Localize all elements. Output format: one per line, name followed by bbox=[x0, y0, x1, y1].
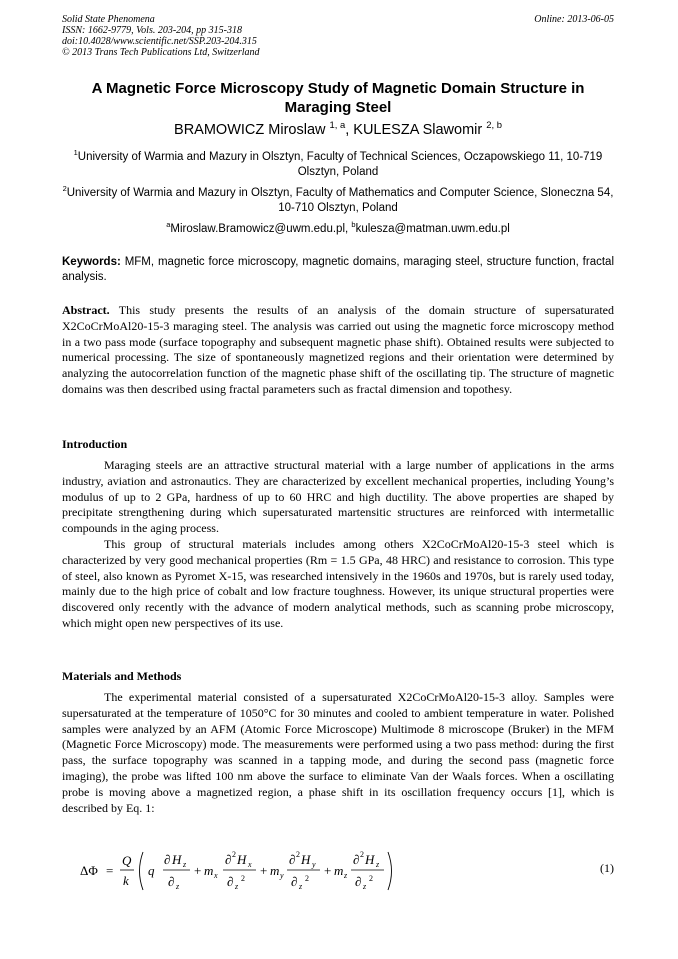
eq-x-sub: x bbox=[214, 871, 218, 880]
abstract-text: This study presents the results of an analysis of the domain structure of supersaturated X2CoCrMoAl20-15-3 maraging steel. The analysis was carried out using the magnetic force microscopy method in a two pass mode (surface topography and subsequent magnetic phase shift). Obtained results were subjected to numerical processing. The size of spontaneously magnetized regions and their orientation were determined by analyzing the autocorrelation function of the magnetic phase shift of the oscillating tip. The structure of magnetic domains was then described using fractal parameters such as fractal dimension and topothesy. bbox=[62, 303, 614, 396]
eq-d4: ∂ bbox=[227, 874, 234, 889]
methods-body bbox=[62, 690, 614, 816]
eq-plus1: + bbox=[194, 863, 202, 878]
author-2: KULESZA Slawomir bbox=[353, 122, 483, 138]
eq-d7: ∂ bbox=[353, 852, 360, 867]
eq-sq6: 2 bbox=[369, 874, 373, 883]
eq-sq1: 2 bbox=[232, 850, 236, 859]
eq-z6: z bbox=[363, 882, 367, 891]
author-2-sup: 2, b bbox=[486, 119, 502, 131]
eq-equals: = bbox=[106, 863, 114, 878]
eq-z1: z bbox=[183, 860, 187, 869]
eq-d8: ∂ bbox=[355, 874, 362, 889]
eq-my: m bbox=[270, 863, 280, 878]
emails bbox=[62, 222, 614, 237]
intro-paragraph-2: This group of structural materials includes among others X2CoCrMoAl20-15-3 steel which is characterized by very good mechanical properties (Rm = 1.5 GPa, 48 HRC) and resistance to corrosion. This type of steel, also known as Pyromet X-15, was researched intensively in the 1960s and 1970s, but is rarely used today, mainly due to the high price of cobalt and low fracture toughness. However, its unique structural properties were discovered only recently with the advance of modern analytical methods, such as scanning probe microscopy, which might open new perspectives of its use. bbox=[62, 536, 614, 630]
equation-number: (1) bbox=[600, 861, 614, 875]
eq-d3: ∂ bbox=[225, 852, 232, 867]
eq-plus2: + bbox=[260, 863, 268, 878]
author-1-sup: 1, a bbox=[329, 119, 346, 131]
eq-z5: z bbox=[376, 860, 380, 869]
email-a[interactable]: Miroslaw.Bramowicz@uwm.edu.pl, bbox=[170, 223, 349, 235]
aff2-text: University of Warmia and Mazury in Olsztyn, Faculty of Mathematics and Computer Science, Sloneczna 54, 10-710 Olsztyn, Poland bbox=[66, 187, 614, 214]
online-date: Online: 2013-06-05 bbox=[534, 14, 614, 25]
eq-z2: z bbox=[176, 882, 180, 891]
email-b[interactable]: kulesza@matman.uwm.edu.pl bbox=[355, 223, 510, 235]
copyright: © 2013 Trans Tech Publications Ltd, Switzerland bbox=[62, 47, 260, 58]
journal-header bbox=[62, 14, 260, 58]
email-b-sup: b bbox=[351, 220, 356, 230]
eq-k: k bbox=[123, 873, 129, 888]
email-a-sup: a bbox=[166, 220, 171, 230]
abstract-label: Abstract. bbox=[62, 303, 110, 317]
eq-z4: z bbox=[299, 882, 303, 891]
eq-d2: ∂ bbox=[168, 874, 175, 889]
issn: ISSN: 1662-9779, Vols. 203-204, pp 315-318 bbox=[62, 25, 242, 36]
methods-paragraph-1: The experimental material consisted of a supersaturated X2CoCrMoAl20-15-3 alloy. Samples were supersaturated at the temperature of 1050°C for 30 minutes and cooled to ambient temperature in water. Polished samples were analyzed by an AFM (Atomic Force Microscope) Multimode 8 microscope (Bruker) in the MFM (Magnetic Force Microscopy) mode. The measurements were performed using a two pass method: during the first pass, the surface topography was scanned in a tapping mode, and during the second pass (magnetic force imaging), the probe was lifted 100 nm above the surface to eliminate Van der Waals forces. When a oscillating probe is moving above a magnetized region, a phase shift in its oscillation frequency occurs [1], which is described by Eq. 1: bbox=[62, 690, 614, 815]
keywords-label: Keywords: bbox=[62, 256, 121, 268]
keywords bbox=[62, 255, 614, 285]
paper-title: A Magnetic Force Microscopy Study of Magnetic Domain Structure in Maraging Steel bbox=[91, 80, 585, 116]
aff2-sup: 2 bbox=[62, 184, 67, 194]
equation-1 bbox=[80, 848, 616, 894]
affiliation-2 bbox=[62, 186, 614, 216]
doi: doi:10.4028/www.scientific.net/SSP.203-204.315 bbox=[62, 36, 257, 47]
introduction-body bbox=[62, 458, 614, 632]
eq-H4: H bbox=[365, 852, 375, 867]
eq-lhs: ΔΦ bbox=[80, 863, 98, 878]
eq-sq2: 2 bbox=[241, 874, 245, 883]
eq-H2: H bbox=[237, 852, 247, 867]
eq-mx: m bbox=[204, 863, 214, 878]
methods-heading: Materials and Methods bbox=[62, 669, 182, 683]
introduction-heading: Introduction bbox=[62, 437, 128, 451]
eq-d6: ∂ bbox=[291, 874, 298, 889]
affiliation-1 bbox=[62, 150, 614, 180]
eq-y-sub: y bbox=[280, 871, 284, 880]
intro-paragraph-1: Maraging steels are an attractive structural material with a large number of applications in the arms industry, aviation and astronautics. They are characterized by excellent mechanical properties, including Young’s modulus of up to 2 GPa, hardness of up to 60 HRC and high ductility. The above properties are shaped by precipitate strengthening during which supersaturated martensitic structures are reinforced with intermetallic compounds in the aging process. bbox=[62, 458, 614, 536]
author-1: BRAMOWICZ Miroslaw bbox=[174, 122, 326, 138]
eq-z-sub: z bbox=[344, 871, 348, 880]
eq-Q: Q bbox=[122, 853, 132, 868]
eq-y2: y bbox=[312, 860, 316, 869]
eq-d5: ∂ bbox=[289, 852, 296, 867]
eq-mz: m bbox=[334, 863, 344, 878]
abstract bbox=[62, 303, 614, 398]
journal-name: Solid State Phenomena bbox=[62, 14, 155, 25]
eq-sq3: 2 bbox=[296, 850, 300, 859]
eq-x2: x bbox=[248, 860, 252, 869]
keywords-text: MFM, magnetic force microscopy, magnetic domains, maraging steel, structure function, fractal analysis. bbox=[62, 256, 614, 283]
eq-q: q bbox=[148, 863, 155, 878]
author-separator: , bbox=[345, 122, 354, 138]
eq-z3: z bbox=[235, 882, 239, 891]
eq-H1: H bbox=[172, 852, 182, 867]
eq-sq4: 2 bbox=[305, 874, 309, 883]
aff1-sup: 1 bbox=[73, 148, 78, 158]
eq-H3: H bbox=[301, 852, 311, 867]
eq-sq5: 2 bbox=[360, 850, 364, 859]
aff1-text: University of Warmia and Mazury in Olsztyn, Faculty of Technical Sciences, Oczapowskiego 11, 10-719 Olsztyn, Poland bbox=[77, 151, 603, 178]
authors bbox=[62, 119, 614, 138]
eq-d1: ∂ bbox=[164, 852, 171, 867]
eq-plus3: + bbox=[324, 863, 332, 878]
